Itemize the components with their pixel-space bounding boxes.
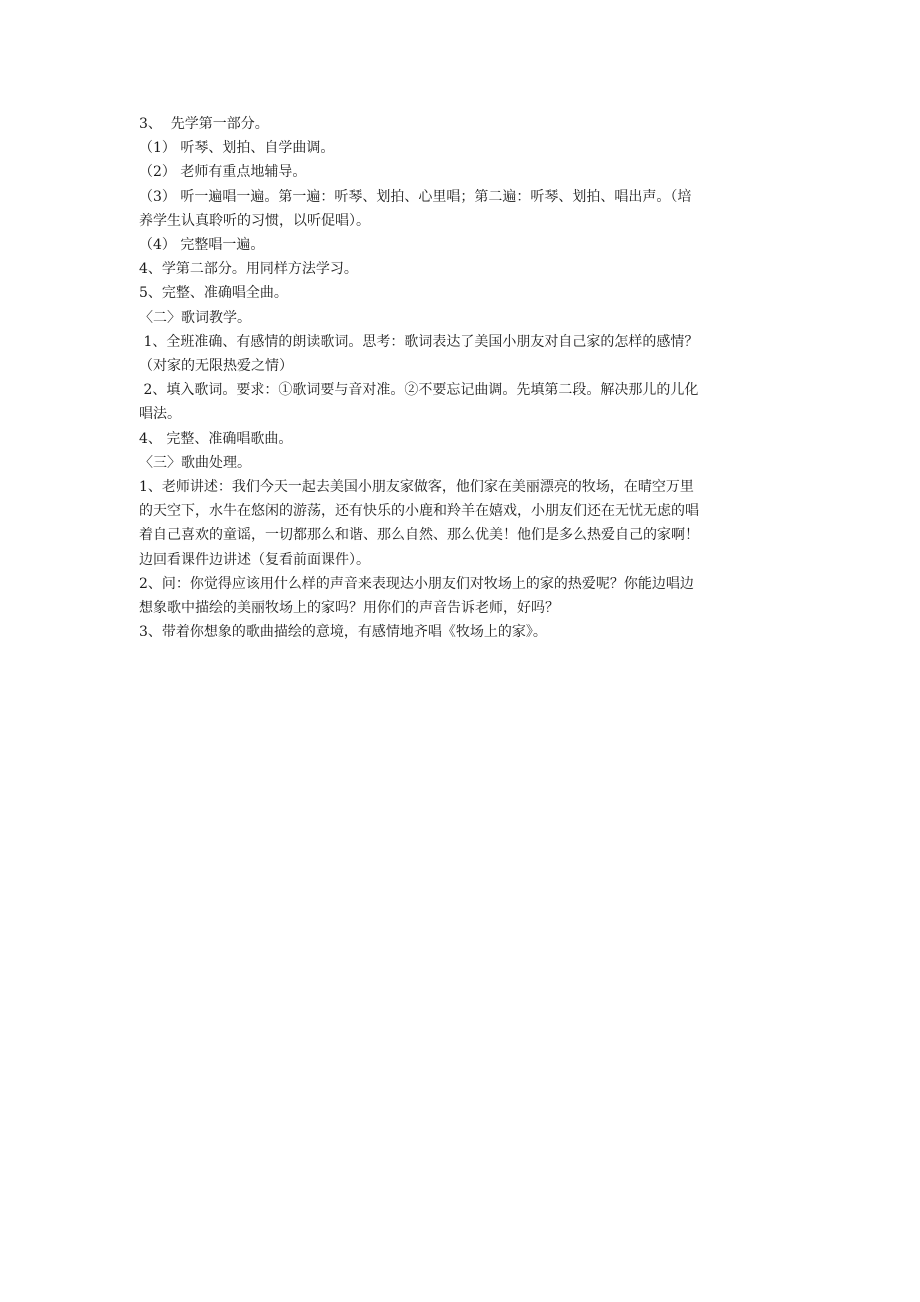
processing-step-1-line-2: 的天空下，水牛在悠闲的游荡，还有快乐的小鹿和羚羊在嬉戏，小朋友们还在无忧无虑的唱	[139, 503, 699, 520]
step-5-full-song: 5、完整、准确唱全曲。	[139, 285, 288, 302]
processing-step-1-line-3: 着自己喜欢的童谣，一切都那么和谐、那么自然、那么优美！他们是多么热爱自己的家啊！	[139, 527, 699, 544]
step-4-part-two: 4、学第二部分。用同样方法学习。	[139, 261, 358, 278]
substep-1: （1） 听琴、划拍、自学曲调。	[139, 140, 335, 157]
step-3-heading: 3、 先学第一部分。	[139, 116, 269, 132]
lyrics-step-1-line-2: （对家的无限热爱之情）	[139, 358, 293, 375]
document-body	[139, 112, 799, 644]
processing-step-2-line-2: 想象歌中描绘的美丽牧场上的家吗？用你们的声音告诉老师，好吗？	[139, 600, 559, 617]
section-2-heading: 〈二〉歌词教学。	[139, 309, 251, 326]
processing-step-1-line-1: 1、老师讲述：我们今天一起去美国小朋友家做客，他们家在美丽漂亮的牧场，在晴空万里	[139, 479, 694, 496]
processing-step-2-line-1: 2、问：你觉得应该用什么样的声音来表现达小朋友们对牧场上的家的热爱呢？你能边唱边	[139, 575, 694, 592]
processing-step-3: 3、带着你想象的歌曲描绘的意境，有感情地齐唱《牧场上的家》。	[139, 624, 547, 641]
lyrics-step-2-line-2: 唱法。	[139, 406, 181, 423]
lyrics-step-4: 4、 完整、准确唱歌曲。	[139, 430, 293, 447]
processing-step-1-line-4: 边回看课件边讲述（复看前面课件）。	[139, 551, 370, 568]
substep-4: （4） 完整唱一遍。	[139, 237, 265, 254]
substep-3-line-1: （3） 听一遍唱一遍。第一遍：听琴、划拍、心里唱；第二遍：听琴、划拍、唱出声。（培	[139, 188, 692, 205]
substep-2: （2） 老师有重点地辅导。	[139, 164, 307, 181]
lyrics-step-2-line-1: 2、填入歌词。要求：①歌词要与音对准。②不要忘记曲调。先填第二段。解决那儿的儿化	[139, 382, 699, 399]
section-3-heading: 〈三〉歌曲处理。	[139, 454, 251, 471]
lyrics-step-1-line-1: 1、全班准确、有感情的朗读歌词。思考：歌词表达了美国小朋友对自己家的怎样的感情？	[139, 333, 699, 350]
substep-3-line-2: 养学生认真聆听的习惯，以听促唱）。	[139, 212, 370, 229]
